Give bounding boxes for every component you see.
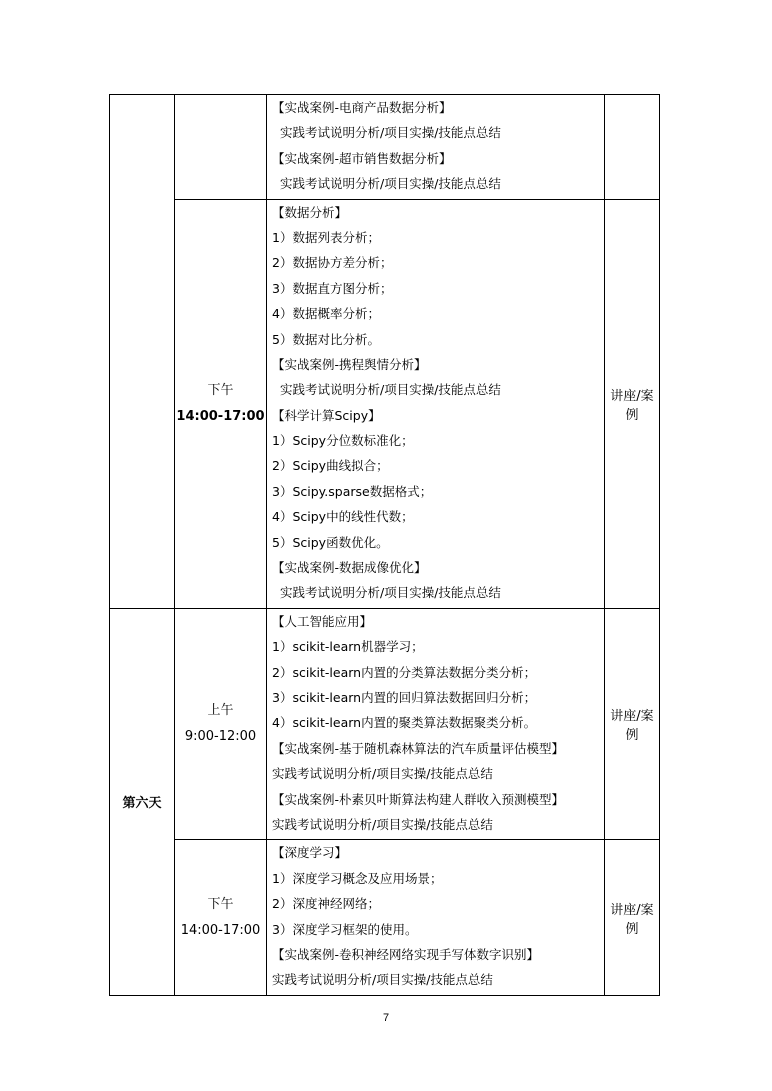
content-line: 3）数据直方图分析；	[272, 280, 393, 296]
method-cell	[605, 608, 660, 840]
content-lines	[267, 95, 604, 199]
content-line: 实践考试说明分析/项目实操/技能点总结	[280, 585, 501, 601]
method-label: 讲座/案例	[610, 902, 654, 937]
content-line: 1）Scipy分位数标准化；	[272, 433, 414, 449]
content-line: 3）深度学习框架的使用。	[272, 921, 418, 937]
content-line: 1）scikit-learn机器学习；	[272, 639, 424, 655]
time-range: 9:00-12:00	[184, 729, 257, 745]
content-line: 实践考试说明分析/项目实操/技能点总结	[280, 125, 501, 141]
content-lines	[267, 200, 604, 608]
content-line: 【实战案例-朴素贝叶斯算法构建人群收入预测模型】	[272, 791, 565, 807]
content-line: 1）深度学习概念及应用场景；	[272, 870, 443, 886]
content-line: 实践考试说明分析/项目实操/技能点总结	[280, 176, 501, 192]
content-line: 【实战案例-卷积神经网络实现手写体数字识别】	[272, 946, 540, 962]
content-line: 4）scikit-learn内置的聚类算法数据聚类分析。	[272, 715, 537, 731]
content-line: 2）深度神经网络；	[272, 896, 380, 912]
content-line: 实践考试说明分析/项目实操/技能点总结	[280, 382, 501, 398]
content-cell	[267, 95, 605, 200]
content-cell	[267, 608, 605, 840]
content-line: 4）Scipy中的线性代数；	[272, 509, 414, 525]
time-range: 14:00-17:00	[176, 408, 265, 424]
page-number: 7	[382, 1012, 390, 1024]
content-line: 【实战案例-超市销售数据分析】	[272, 150, 452, 166]
content-line: 5）Scipy函数优化。	[272, 534, 389, 550]
day-cell	[110, 608, 175, 995]
method-cell	[605, 840, 660, 995]
time-label: 上午	[207, 703, 234, 719]
content-lines	[267, 840, 604, 994]
table-row	[110, 608, 660, 840]
content-line: 4）数据概率分析；	[272, 306, 380, 322]
content-line: 【科学计算Scipy】	[272, 407, 381, 423]
content-line: 【实战案例-电商产品数据分析】	[272, 100, 452, 115]
content-line: 【实战案例-基于随机森林算法的汽车质量评估模型】	[272, 740, 565, 756]
table-row	[110, 95, 660, 200]
content-line: 实践考试说明分析/项目实操/技能点总结	[272, 816, 493, 832]
time-range: 14:00-17:00	[180, 922, 261, 938]
schedule-table	[109, 94, 660, 996]
time-label: 下午	[207, 382, 234, 398]
table-row	[110, 199, 660, 608]
content-line: 实践考试说明分析/项目实操/技能点总结	[272, 972, 493, 988]
content-cell	[267, 840, 605, 995]
content-line: 【数据分析】	[272, 204, 348, 220]
method-label: 讲座/案例	[610, 709, 654, 744]
day-label: 第六天	[122, 796, 162, 812]
time-label: 下午	[207, 896, 234, 912]
method-cell	[605, 199, 660, 608]
content-line: 实践考试说明分析/项目实操/技能点总结	[272, 766, 493, 782]
method-label: 讲座/案例	[610, 388, 654, 423]
time-cell	[175, 95, 267, 200]
content-cell	[267, 199, 605, 608]
content-line: 3）Scipy.sparse数据格式；	[272, 483, 433, 499]
content-line: 2）数据协方差分析；	[272, 255, 393, 271]
content-line: 1）数据列表分析；	[272, 229, 380, 245]
content-line: 2）Scipy曲线拟合；	[272, 458, 389, 474]
time-cell	[175, 608, 267, 840]
time-cell	[175, 840, 267, 995]
method-cell	[605, 95, 660, 200]
content-line: 3）scikit-learn内置的回归算法数据回归分析；	[272, 689, 537, 705]
day-cell	[110, 95, 175, 609]
content-line: 2）scikit-learn内置的分类算法数据分类分析；	[272, 664, 537, 680]
content-line: 5）数据对比分析。	[272, 331, 380, 347]
table-row	[110, 840, 660, 995]
content-line: 【实战案例-数据成像优化】	[272, 560, 427, 576]
content-line: 【人工智能应用】	[272, 613, 373, 629]
content-line: 【实战案例-携程舆情分析】	[272, 356, 427, 372]
content-line: 【深度学习】	[272, 845, 348, 861]
time-cell	[175, 199, 267, 608]
content-lines	[267, 609, 604, 840]
